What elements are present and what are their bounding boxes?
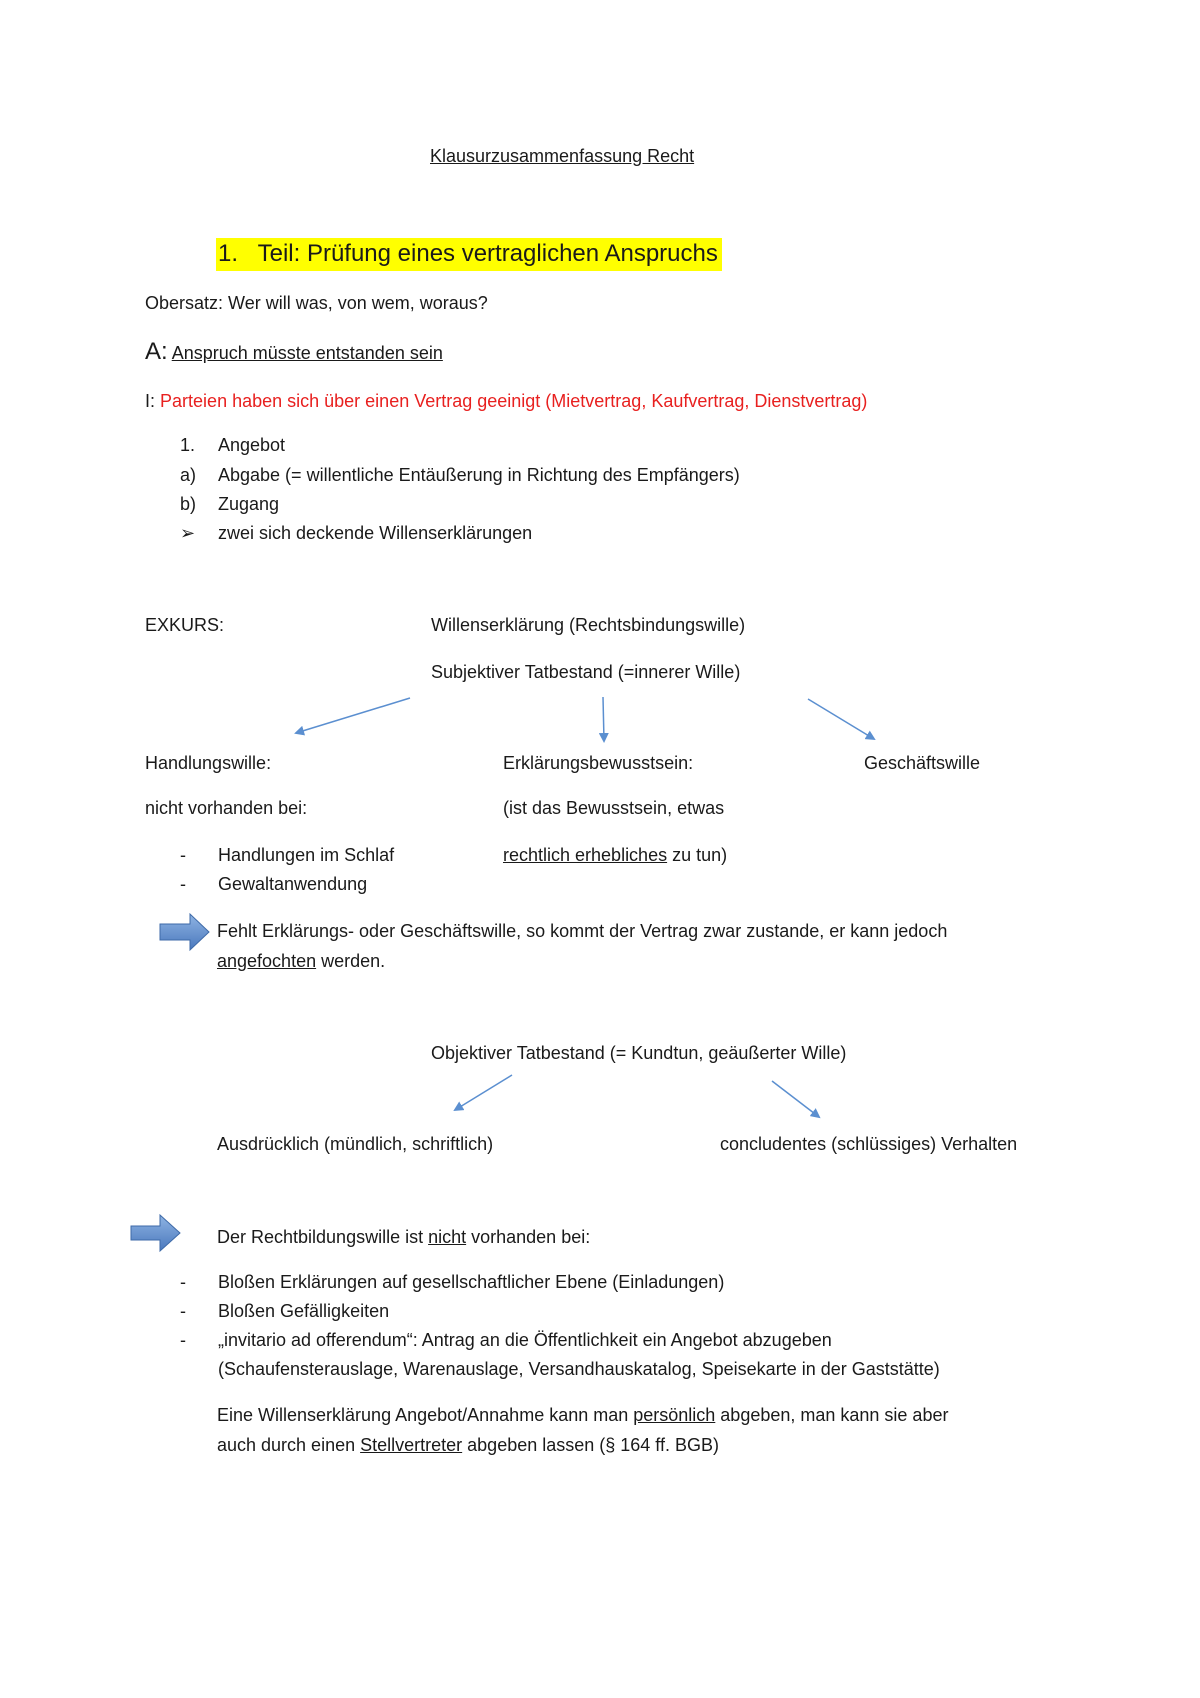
list-text: Bloßen Gefälligkeiten: [218, 1301, 390, 1321]
note2-pre: Der Rechtbildungswille ist: [217, 1227, 429, 1247]
exkurs-line2: Subjektiver Tatbestand (=innerer Wille): [431, 662, 741, 682]
note2-post: vorhanden bei:: [466, 1227, 591, 1247]
list-text: Gewaltanwendung: [218, 874, 368, 894]
col2-rest: zu tun): [667, 845, 728, 865]
diagram-arrow-icon: [772, 1081, 819, 1117]
diagram-arrow-icon: [296, 698, 410, 733]
list-text: Bloßen Erklärungen auf gesellschaftlicher Ebene (Einladungen): [218, 1272, 725, 1292]
closing-l2-post: abgeben lassen (§ 164 ff. BGB): [462, 1435, 719, 1455]
section-i-marker: I:: [145, 391, 156, 411]
dash-marker: -: [180, 845, 186, 865]
diagram-arrow-icon: [603, 697, 604, 741]
list-marker: b): [180, 494, 197, 514]
list-marker: 1.: [180, 435, 196, 455]
closing-l2-pre: auch durch einen: [217, 1435, 361, 1455]
dash-marker: -: [180, 1301, 186, 1321]
list-text: Handlungen im Schlaf: [218, 845, 395, 865]
list-continuation: (Schaufensterauslage, Warenauslage, Versandhauskatalog, Speisekarte in der Gaststätte): [218, 1359, 940, 1379]
closing-l1-underlined: persönlich: [633, 1405, 716, 1425]
note2-underlined: nicht: [428, 1227, 467, 1247]
right-arrow-icon: [160, 914, 209, 950]
list-text: Zugang: [218, 494, 280, 514]
closing-l2-underlined: Stellvertreter: [360, 1435, 463, 1455]
diagram-arrow-icon: [808, 699, 874, 739]
col2-underlined: rechtlich erhebliches: [503, 845, 668, 865]
section-i-text: Parteien haben sich über einen Vertrag geeinigt (Mietvertrag, Kaufvertrag, Dienstvertrag): [160, 391, 868, 411]
list-text: Abgabe (= willentliche Entäußerung in Richtung des Empfängers): [218, 465, 740, 485]
note1-line1: Fehlt Erklärungs- oder Geschäftswille, so kommt der Vertrag zwar zustande, er kann jedoch: [217, 921, 948, 941]
dash-marker: -: [180, 1272, 186, 1292]
col2-line1: (ist das Bewusstsein, etwas: [503, 798, 725, 818]
col1-sub: nicht vorhanden bei:: [145, 798, 308, 818]
section-a-text: Anspruch müsste entstanden sein: [171, 343, 443, 363]
list-text: zwei sich deckende Willenserklärungen: [218, 523, 533, 543]
closing-l1-pre: Eine Willenserklärung Angebot/Annahme kann man: [217, 1405, 634, 1425]
right-arrow-icon: [131, 1215, 180, 1251]
note1-rest: werden.: [316, 951, 386, 971]
exkurs-label: EXKURS:: [145, 615, 225, 635]
objective-left: Ausdrücklich (mündlich, schriftlich): [217, 1134, 494, 1154]
section-a-marker: A:: [145, 338, 168, 365]
list-marker: a): [180, 465, 197, 485]
dash-marker: -: [180, 1330, 186, 1350]
heading-number: 1.: [218, 240, 239, 267]
diagram-arrow-icon: [455, 1075, 512, 1110]
note1-underlined: angefochten: [217, 951, 317, 971]
objective-title: Objektiver Tatbestand (= Kundtun, geäußerter Wille): [431, 1043, 847, 1063]
arrowhead-bullet-icon: ➢: [180, 523, 196, 543]
obersatz-text: Obersatz: Wer will was, von wem, woraus?: [145, 293, 488, 313]
exkurs-line1: Willenserklärung (Rechtsbindungswille): [431, 615, 746, 635]
heading-text: Teil: Prüfung eines vertraglichen Anspruchs: [257, 240, 718, 267]
list-text: „invitario ad offerendum“: Antrag an die Öffentlichkeit ein Angebot abzugeben: [218, 1330, 832, 1350]
closing-l1-post: abgeben, man kann sie aber: [715, 1405, 949, 1425]
list-text: Angebot: [218, 435, 286, 455]
col2-title: Erklärungsbewusstsein:: [503, 753, 694, 773]
document-title: Klausurzusammenfassung Recht: [430, 146, 695, 166]
col1-title: Handlungswille:: [145, 753, 272, 773]
col3-title: Geschäftswille: [864, 753, 981, 773]
dash-marker: -: [180, 874, 186, 894]
objective-right: concludentes (schlüssiges) Verhalten: [720, 1134, 1018, 1154]
